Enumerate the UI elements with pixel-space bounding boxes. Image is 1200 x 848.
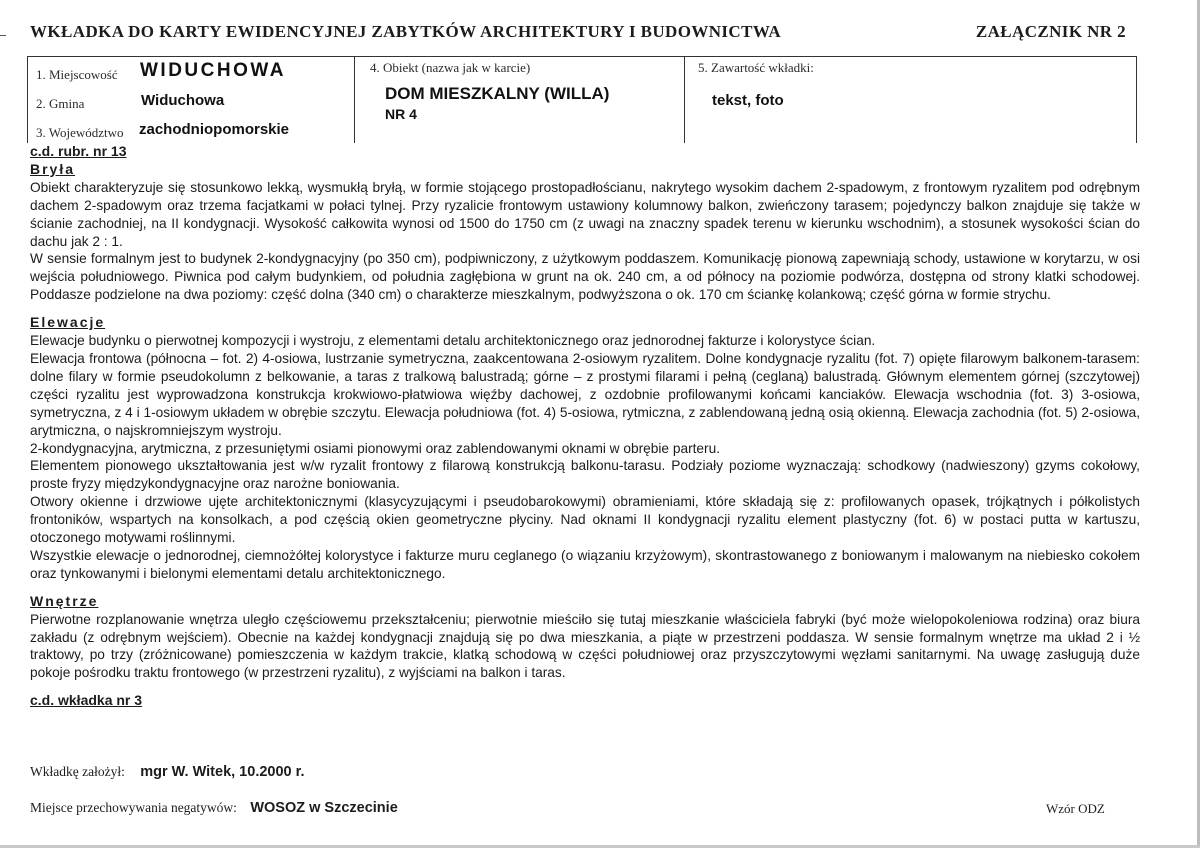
form-model: Wzór ODZ <box>1046 801 1105 816</box>
prepared-by-row <box>30 764 305 780</box>
paragraph: Elewacja frontowa (północna – fot. 2) 4-osiowa, lustrzanie symetryczna, zaakcentowana 2-osiowym ryzalitem. Dolne kondygnacje ryzalitu (fot. 7) opięte filarowym balkonem-tarasem: dolne filary w formie pseudokolumn z belkowanie, a taras z tralkową balustradą; górne – z prostymi filarami i pełną (ceglaną) balustradą. Głównym elementem górnej (szczytowej) części ryzalitu jest wyprowadzona konstrukcja krokwiowo-płatwiowa więźby dachowej, z ozdobnie profilowanymi końcami kanciaków. Elewacja wschodnia (fot. 3) 3-osiowa, symetryczna, z 4 i 1-osiowym układem w obrębie szczytu. Elewacja południowa (fot. 4) 5-osiowa, rytmiczna, z zablendowaną jedną osią okienną. Elewacja zachodnia (fot. 5) 2-osiowa, arytmiczna, o najskromniejszym wystroju. <box>30 350 1140 438</box>
paragraph: Pierwotne rozplanowanie wnętrza uległo częściowemu przekształceniu; pierwotnie mieściło się tutaj mieszkanie właściciela fabryki (być może wielopokoleniowa rodzina) oraz biura zakładu (z odrębnym wejściem). Obecnie na każdej kondygnacji znajdują się po dwa mieszkania, a piąte w przestrzeni poddasza. W sensie formalnym wnętrze ma układ 2 i ½ traktowy, po trzy (zróżnicowane) pomieszczenia w każdym trakcie, klatką schodową w części południowej oraz przyszczytowymi węzłami sanitarnymi. Na uwagę zasługują duże pokoje pośrodku traktu frontowego (w przestrzeni ryzalitu), z wyjściami na balkon i taras. <box>30 611 1140 681</box>
header-fields-table <box>27 56 1137 143</box>
field-contents-label: 5. Zawartość wkładki: <box>698 60 814 75</box>
paragraph: Wszystkie elewacje o jednorodnej, ciemnożółtej kolorystyce i fakturze muru ceglanego (o wiązaniu krzyżowym), skontrastowanego z boniowanym i malowanym na niebiesko cokołem oraz tynkowanymi i bielonymi elementami detalu architektonicznego. <box>30 547 1140 581</box>
continuation-insert-note: c.d. wkładka nr 3 <box>30 692 143 709</box>
paragraph: 2-kondygnacyjna, arytmiczna, z przesuniętymi osiami pionowymi oraz zablendowanymi oknami w obrębie parteru. <box>30 440 721 456</box>
storage-row <box>30 800 398 816</box>
margin-tick-mark <box>0 35 6 36</box>
annex-number: ZAŁĄCZNIK NR 2 <box>975 22 1126 41</box>
section-heading-bryla: Bryła <box>30 160 76 177</box>
paragraph: Otwory okienne i drzwiowe ujęte architektonicznymi (klasycyzującymi i pseudobarokowymi) obramieniami, które składają się z: profilowanych opasek, trójkątnych i półkolistych frontoników, wspartych na konsolkach, a pod częścią okien geometryczne płyciny. Nad oknami II kondygnacji ryzalitu element plastyczny (fot. 6) w postaci putta w kartuszu, otoczonego motywami roślinnymi. <box>30 494 1140 546</box>
continuation-note: c.d. rubr. nr 13 <box>30 143 127 159</box>
paragraph: W sensie formalnym jest to budynek 2-kondygnacyjny (po 350 cm), podpiwniczony, z użytkowym poddaszem. Komunikację pionową zapewniają schody, ustawione w korytarzu, w osi wejścia południowego. Piwnica pod całym budynkiem, od południa zagłębiona w grunt na ok. 240 cm, a od północy na poziomie podwórza, dostępna od strony klatki schodowej. Poddasze podzielone na dwa poziomy: część dolna (340 cm) o charakterze mieszkalnym, podwyższona o ok. 170 cm ściankę kolankową; część górna w formie strychu. <box>30 251 1140 303</box>
section-heading-elewacje: Elewacje <box>30 314 106 331</box>
storage-value: WOSOZ w Szczecinie <box>250 800 398 816</box>
section-heading-wnetrze: Wnętrze <box>30 592 99 609</box>
field-voivodeship-value: zachodniopomorskie <box>139 121 290 138</box>
field-commune-value: Widuchowa <box>141 92 225 109</box>
form-title: WKŁADKA DO KARTY EWIDENCYJNEJ ZABYTKÓW ARCHITEKTURY I BUDOWNICTWA <box>30 22 782 41</box>
field-object-label: 4. Obiekt (nazwa jak w karcie) <box>370 60 531 75</box>
paragraph: Elementem pionowego ukształtowania jest w/w ryzalit frontowy z filarową konstrukcją balkonu-tarasu. Podziały poziome wyznaczają: schodkowy (nadwieszony) gzyms cokołowy, proste fryzy międzykondygnacyjne oraz narożne boniowania. <box>30 458 1140 492</box>
document-body <box>30 143 1140 710</box>
table-divider <box>354 57 355 143</box>
prepared-by-value: mgr W. Witek, 10.2000 r. <box>140 764 305 780</box>
field-locality-value: WIDUCHOWA <box>140 60 286 81</box>
prepared-by-label: Wkładkę założył: <box>30 764 125 779</box>
paragraph: Elewacje budynku o pierwotnej kompozycji i wystroju, z elementami detalu architektonicznego oraz jednorodnej fakturze i kolorystyce ścian. <box>30 333 876 349</box>
table-divider <box>684 57 685 143</box>
storage-label: Miejsce przechowywania negatywów: <box>30 800 237 815</box>
field-voivodeship-label: 3. Województwo <box>36 125 124 140</box>
field-locality-label: 1. Miejscowość <box>36 67 118 82</box>
field-object-number: NR 4 <box>385 106 417 122</box>
paragraph: Obiekt charakteryzuje się stosunkowo lekką, wysmukłą bryłą, w formie stojącego prostopadłościanu, nakrytego wysokim dachem 2-spadowym, z frontowym ryzalitem pod odrębnym dachem 2-spadowym oraz trzema facjatkami w połaci tylnej. Przy ryzalicie frontowym ustawiony kolumnowy balkon, zwieńczony tarasem; pojedynczy balkon znajduje się także w ścianie zachodniej, na II kondygnacji. Wysokość całkowita wynosi od 1500 do 1750 cm (z uwagi na znaczny spadek terenu w kierunku wschodnim), a stosunek wysokości ścian do dachu jak 2 : 1. <box>30 179 1140 249</box>
field-contents-value: tekst, foto <box>712 92 784 109</box>
field-object-value: DOM MIESZKALNY (WILLA) <box>385 84 610 103</box>
field-commune-label: 2. Gmina <box>36 96 85 111</box>
